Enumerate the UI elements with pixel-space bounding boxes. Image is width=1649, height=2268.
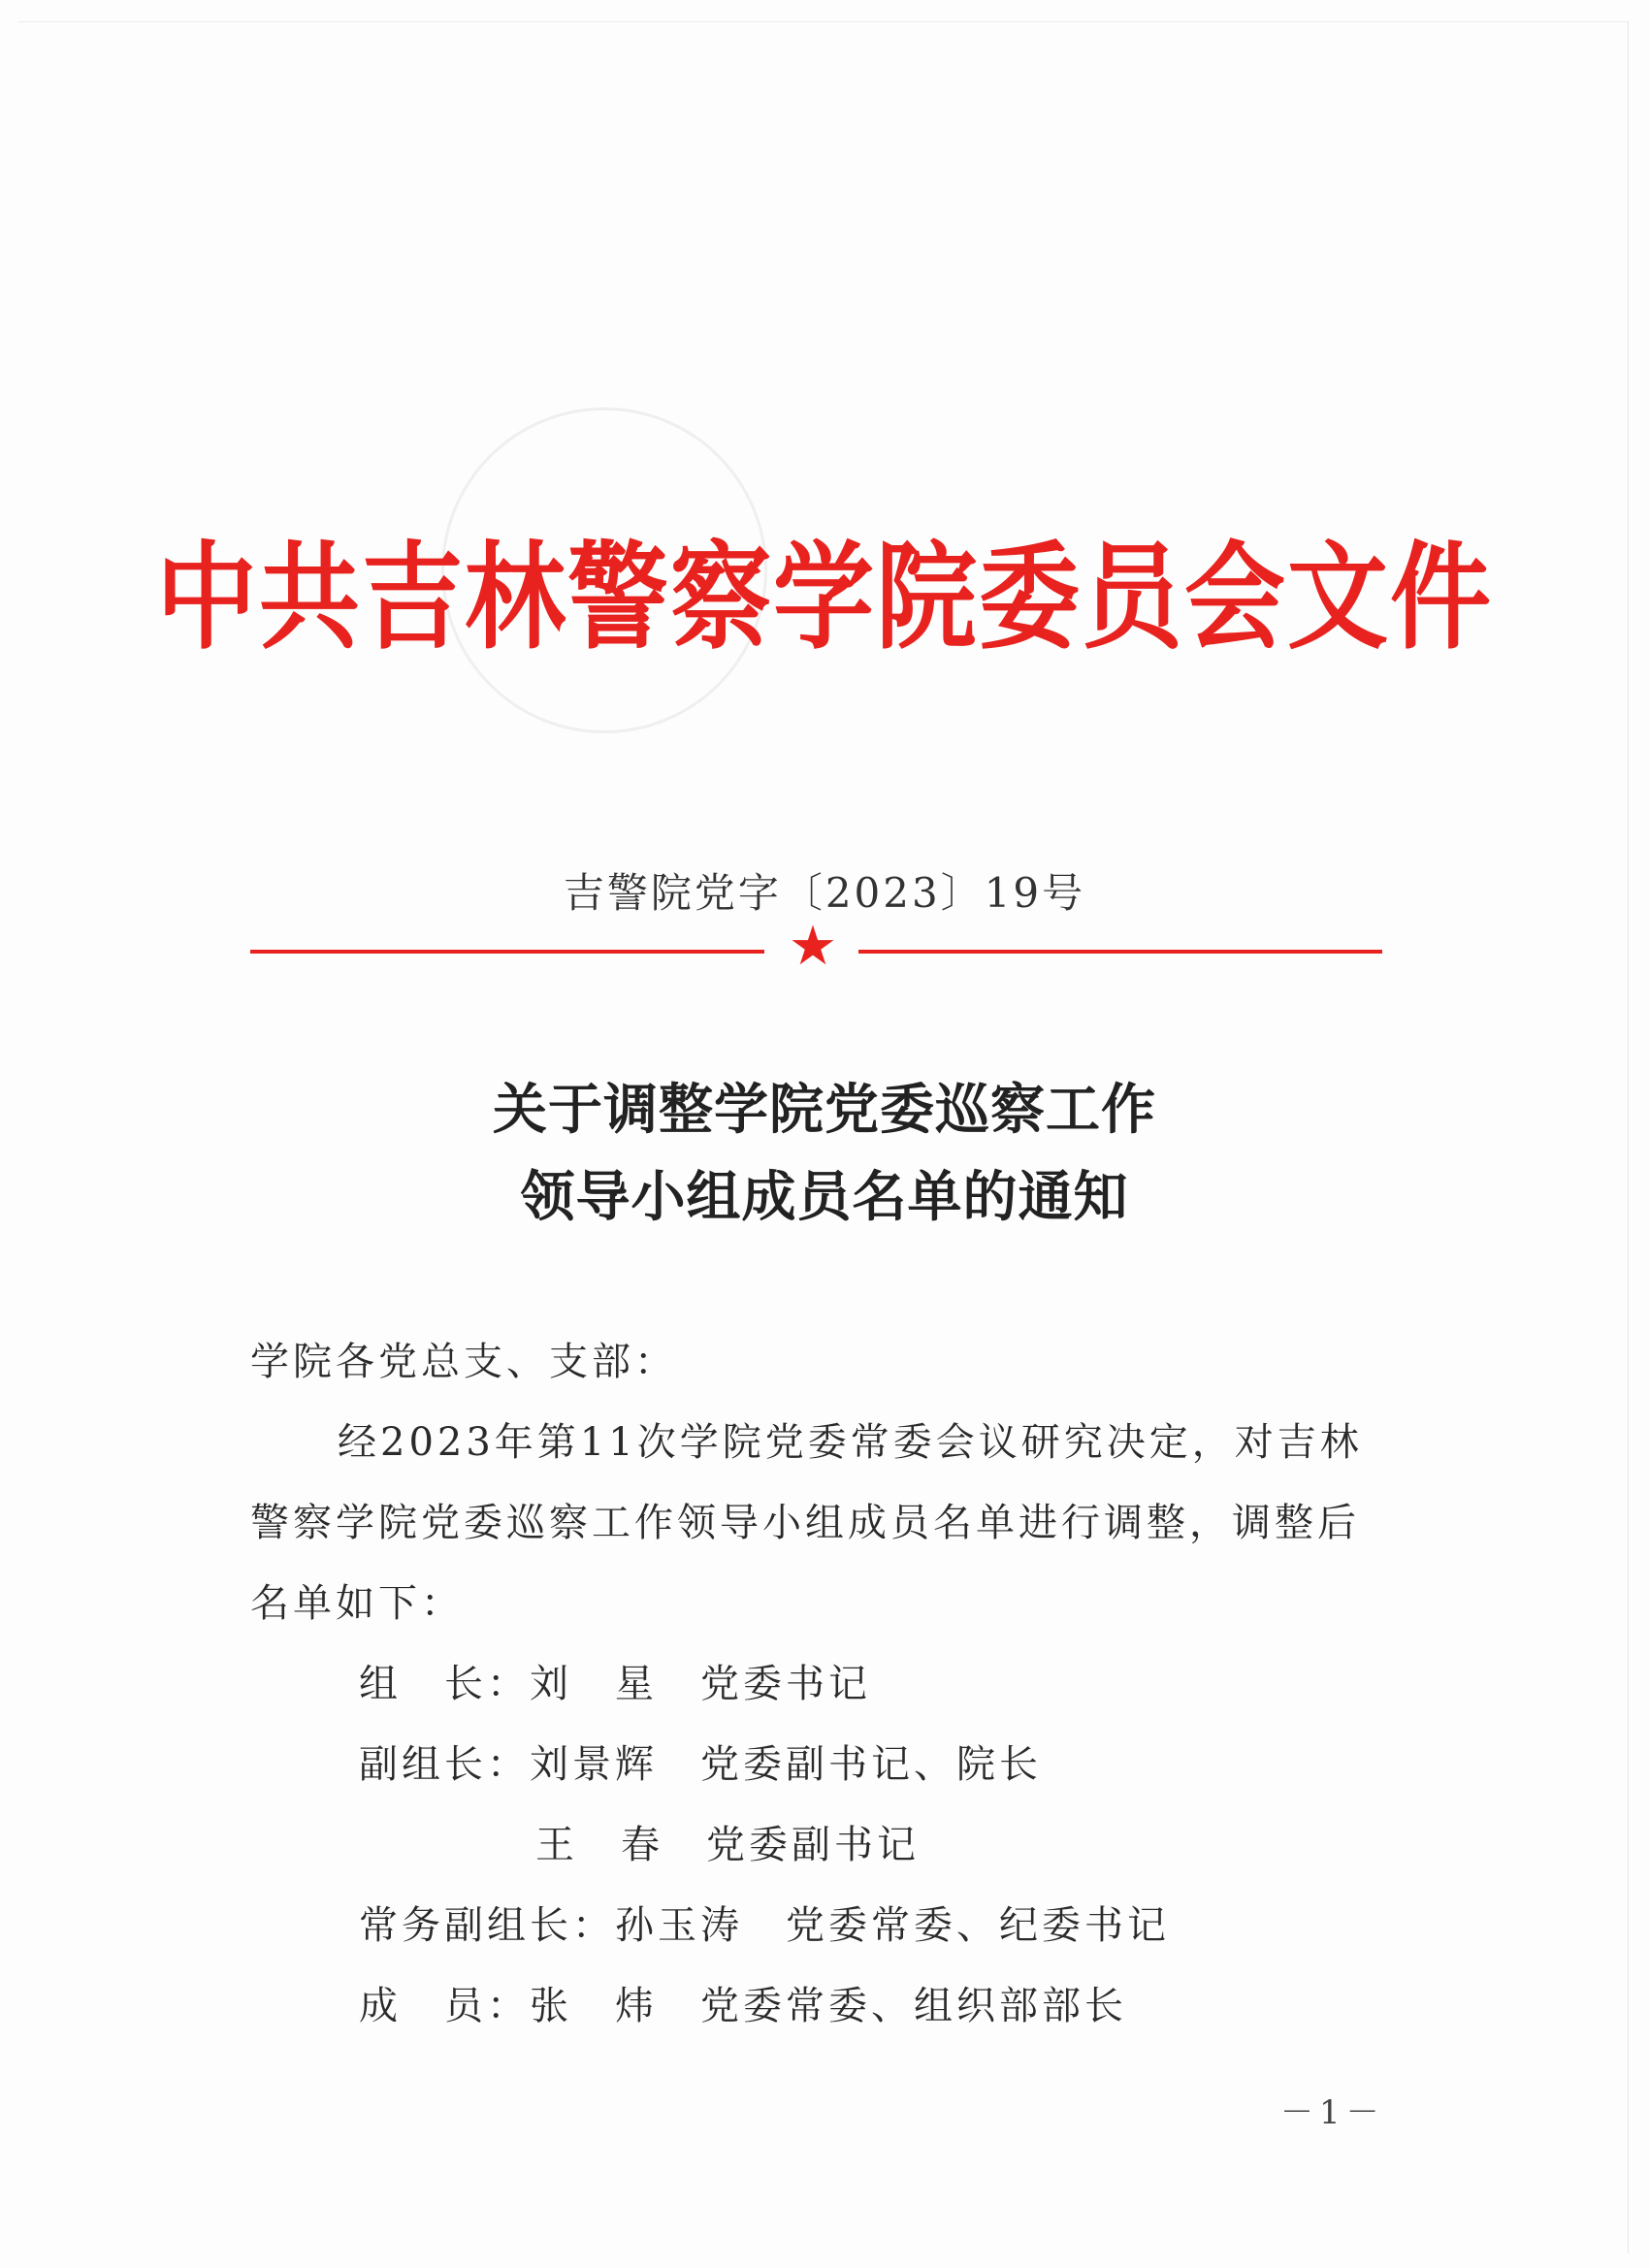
red-header-title: 中共吉林警察学院委员会文件 (155, 528, 1493, 665)
member-line-deputy-1: 副组长：刘景辉 党委副书记、院长 (359, 1742, 1042, 1787)
notice-title-line2: 领导小组成员名单的通知 (520, 1165, 1129, 1229)
salutation: 学院各党总支、支部： (250, 1340, 677, 1384)
paragraph-line-1: 经2023年第11次学院党委常委会议研究决定，对吉林 (338, 1420, 1363, 1465)
member-line-deputy-2: 王 春 党委副书记 (535, 1823, 920, 1867)
member-line-executive-deputy: 常务副组长：孙玉涛 党委常委、纪委书记 (359, 1903, 1170, 1948)
red-star-icon: ★ (788, 915, 838, 978)
document-number: 吉警院党字〔2023〕19号 (563, 869, 1086, 917)
page-number: －1－ (1280, 2093, 1385, 2132)
paragraph-line-2: 警察学院党委巡察工作领导小组成员名单进行调整，调整后 (250, 1501, 1360, 1545)
member-line-leader: 组 长：刘 星 党委书记 (359, 1662, 871, 1706)
red-divider-right (858, 950, 1382, 954)
member-line-member: 成 员：张 炜 党委常委、组织部部长 (359, 1984, 1127, 2028)
red-divider-left (250, 950, 764, 954)
paragraph-line-3: 名单如下： (250, 1581, 464, 1626)
notice-title-line1: 关于调整学院党委巡察工作 (493, 1078, 1156, 1142)
